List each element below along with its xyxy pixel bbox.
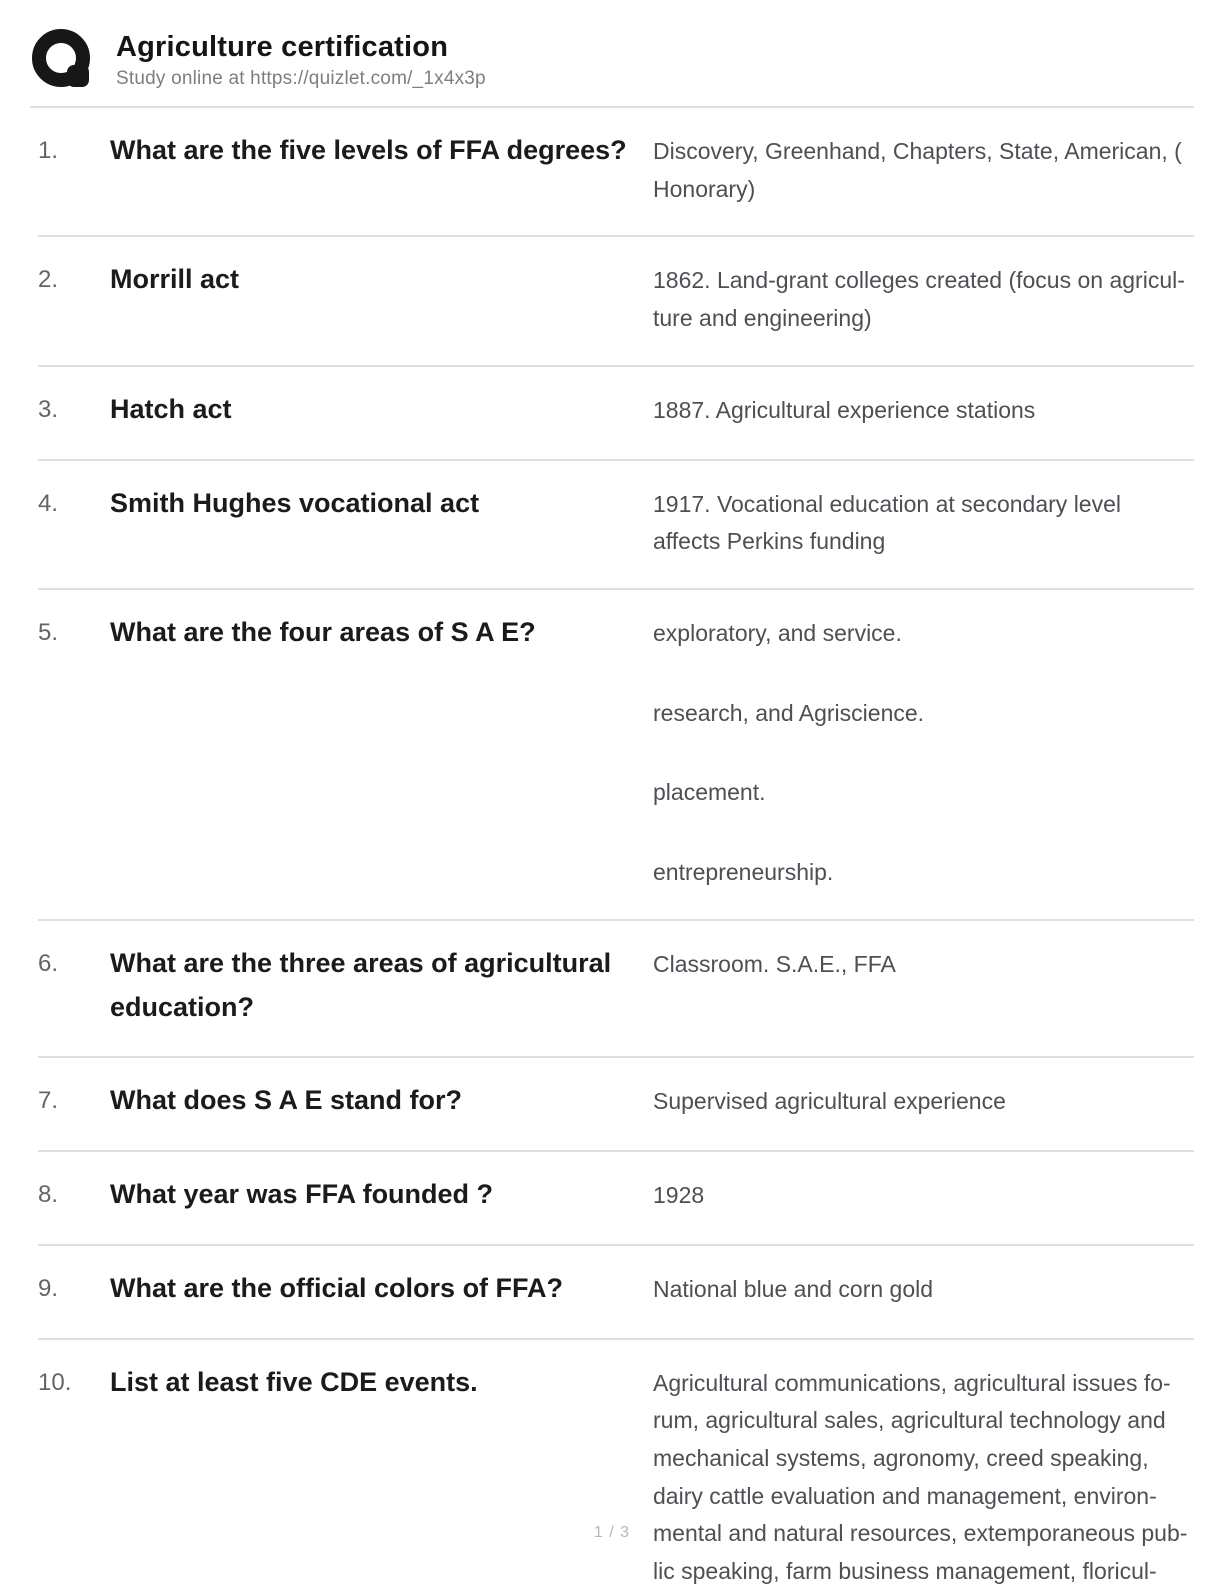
flashcard-row: [38, 919, 1194, 1056]
study-online-link[interactable]: Study online at https://quizlet.com/_1x4x3p: [116, 67, 486, 89]
card-answer: [653, 482, 1194, 561]
card-question: What does S A E stand for?: [110, 1085, 463, 1116]
card-question: What are the three areas of agricultural education?: [110, 947, 612, 1022]
card-question: What are the official colors of FFA?: [110, 1272, 564, 1303]
card-question: Hatch act: [110, 393, 232, 424]
flashcard-row: [38, 1338, 1194, 1584]
flashcard-row: [38, 1150, 1194, 1244]
flashcard-row: [38, 108, 1194, 235]
card-number: 8.: [38, 1181, 59, 1209]
card-answer: [653, 1361, 1194, 1584]
card-question: Smith Hughes vocational act: [110, 487, 480, 518]
card-answer: [653, 1079, 1194, 1123]
card-question: Morrill act: [110, 264, 240, 295]
flashcard-row: [38, 459, 1194, 588]
header: [30, 28, 1194, 108]
answer-paragraph: 1887. Agricultural experience stations: [653, 396, 1036, 423]
answer-paragraph: 1928: [653, 1182, 705, 1209]
answer-paragraph: Agricultural communications, agricultural issues forum, agricultural sales, agricultural technology and mechanical systems, agronomy, creed speaking, dairy cattle evaluation and management, environmental and natural resources, extemporaneous public speaking, farm business management, floricul-: [653, 1369, 1188, 1584]
card-number: 4.: [38, 489, 59, 517]
flashcard-row: [38, 588, 1194, 919]
card-answer: [653, 258, 1194, 337]
card-question: What are the five levels of FFA degrees?: [110, 135, 627, 165]
answer-paragraph: Classroom. S.A.E., FFA: [653, 950, 896, 977]
card-number: 7.: [38, 1087, 59, 1115]
card-answer: [653, 1267, 1194, 1311]
card-answer: [653, 129, 1194, 208]
quizlet-q-logo-icon: [30, 28, 94, 92]
answer-paragraph: research, and Agriscience.: [653, 699, 925, 726]
card-answer: [653, 611, 1194, 892]
card-answer: [653, 942, 1194, 1029]
card-number: 9.: [38, 1274, 59, 1302]
card-question: What year was FFA founded ?: [110, 1179, 494, 1210]
flashcard-row: [38, 1056, 1194, 1150]
answer-paragraph: placement.: [653, 779, 766, 806]
set-title: Agriculture certification: [116, 30, 449, 63]
answer-paragraph: Supervised agricultural experience: [653, 1088, 1006, 1115]
card-question: List at least five CDE events.: [110, 1366, 478, 1397]
card-number: 2.: [38, 266, 59, 294]
page-indicator: 1 / 3: [593, 1524, 631, 1541]
card-answer: [653, 1173, 1194, 1217]
answer-paragraph: exploratory, and service.: [653, 620, 902, 647]
card-number: 5.: [38, 619, 59, 647]
answer-paragraph: 1862. Land-grant colleges created (focus on agriculture and engineering): [653, 267, 1185, 332]
flashcard-row: [38, 235, 1194, 364]
card-number: 1.: [38, 137, 59, 164]
card-list: [38, 108, 1194, 1584]
card-answer: [653, 388, 1194, 432]
flashcard-row: [38, 1244, 1194, 1338]
answer-paragraph: entrepreneurship.: [653, 859, 834, 886]
answer-paragraph: 1917. Vocational education at secondary level affects Perkins funding: [653, 490, 1121, 555]
header-text: [116, 31, 486, 90]
card-number: 10.: [38, 1368, 72, 1396]
card-number: 6.: [38, 949, 59, 977]
card-question: What are the four areas of S A E?: [110, 617, 536, 648]
flashcard-row: [38, 365, 1194, 459]
answer-paragraph: National blue and corn gold: [653, 1275, 934, 1302]
card-number: 3.: [38, 395, 59, 423]
answer-paragraph: Discovery, Greenhand, Chapters, State, American, ( Honorary): [653, 138, 1182, 202]
